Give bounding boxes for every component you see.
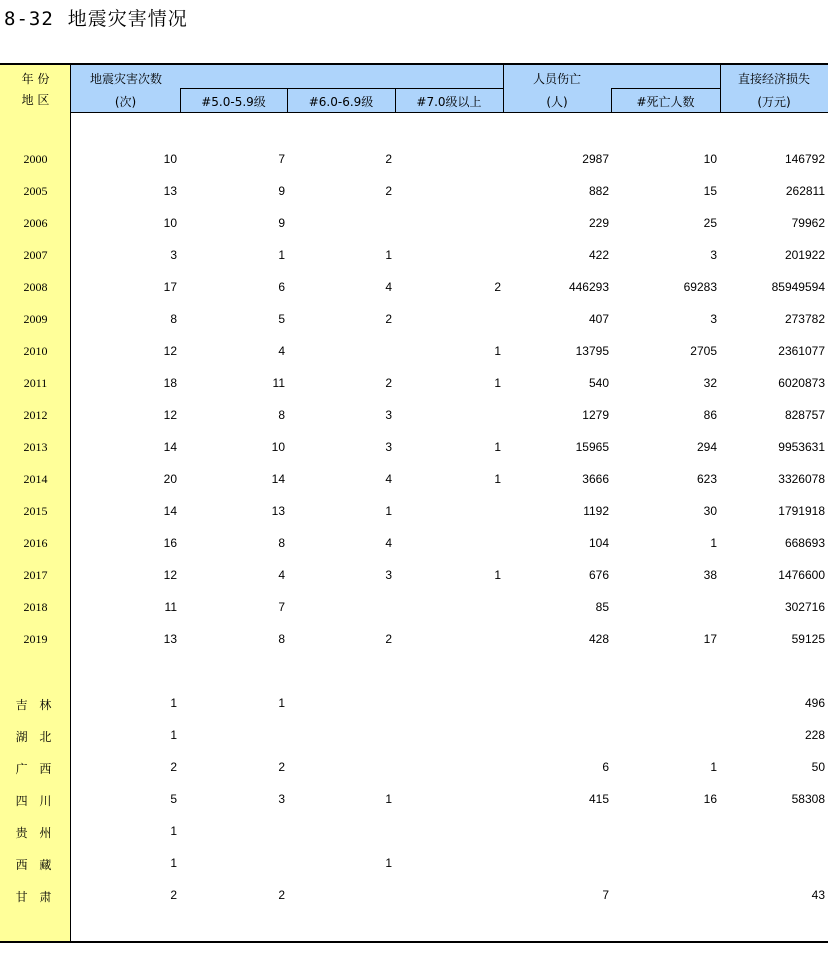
header-region: 地 区 <box>21 93 50 107</box>
cell-dead: 17 <box>703 632 717 646</box>
header-casualties: 人员伤亡 <box>532 72 581 86</box>
cell-dead: 69283 <box>683 280 717 294</box>
cell-dead: 16 <box>703 792 717 806</box>
year-row <box>0 632 828 652</box>
cell-total: 11 <box>164 600 177 614</box>
cell-loss: 9953631 <box>778 440 825 454</box>
cell-loss: 228 <box>804 728 825 742</box>
table-title <box>4 4 188 31</box>
cell-loss: 59125 <box>791 632 825 646</box>
cell-dead: 15 <box>703 184 717 198</box>
cell-m6: 4 <box>385 472 392 486</box>
cell-m6: 3 <box>385 568 392 582</box>
cell-cas: 6 <box>602 760 609 774</box>
cell-loss: 496 <box>804 696 825 710</box>
cell-m5: 4 <box>278 568 285 582</box>
row-label: 2012 <box>23 408 48 422</box>
cell-cas: 407 <box>588 312 609 326</box>
cell-cas: 85 <box>595 600 609 614</box>
cell-total: 16 <box>163 536 177 550</box>
row-label: 2018 <box>23 600 48 614</box>
cell-m5: 4 <box>278 344 285 358</box>
row-label: 2005 <box>23 184 48 198</box>
header-m6: #6.0-6.9级 <box>308 95 374 109</box>
cell-total: 14 <box>163 440 177 454</box>
cell-loss: 262811 <box>785 184 825 198</box>
cell-cas: 1279 <box>582 408 609 422</box>
cell-m5: 11 <box>272 376 285 390</box>
header-m7: #7.0级以上 <box>416 95 482 109</box>
header-quakes-unit: (次) <box>114 95 137 109</box>
cell-loss: 273782 <box>784 312 825 326</box>
cell-total: 5 <box>170 792 177 806</box>
cell-m5: 9 <box>278 184 285 198</box>
row-label: 广 西 <box>15 762 56 776</box>
table-title-text: 地震灾害情况 <box>67 8 188 30</box>
cell-loss: 6020873 <box>778 376 825 390</box>
cell-m5: 6 <box>278 280 285 294</box>
cell-cas: 1192 <box>583 504 609 518</box>
cell-m5: 2 <box>278 760 285 774</box>
row-label: 2017 <box>23 568 48 582</box>
cell-cas: 415 <box>588 792 609 806</box>
cell-loss: 668693 <box>784 536 825 550</box>
bottom-rule <box>0 941 828 943</box>
cell-dead: 25 <box>703 216 717 230</box>
cell-total: 3 <box>170 248 177 262</box>
cell-m7: 1 <box>494 568 501 582</box>
cell-dead: 32 <box>703 376 717 390</box>
cell-total: 13 <box>163 632 177 646</box>
cell-dead: 1 <box>710 536 717 550</box>
year-row <box>0 376 828 396</box>
cell-total: 12 <box>163 408 177 422</box>
cell-m5: 3 <box>278 792 285 806</box>
cell-dead: 3 <box>710 312 717 326</box>
row-label: 2007 <box>23 248 48 262</box>
cell-m6: 4 <box>385 280 392 294</box>
cell-loss: 79962 <box>791 216 825 230</box>
header-quakes: 地震灾害次数 <box>89 72 162 86</box>
cell-total: 1 <box>170 728 177 742</box>
cell-m6: 3 <box>385 440 392 454</box>
cell-m6: 2 <box>385 184 392 198</box>
cell-m5: 10 <box>271 440 285 454</box>
cell-dead: 86 <box>703 408 717 422</box>
cell-m6: 1 <box>385 856 392 870</box>
region-row <box>0 824 828 844</box>
region-row <box>0 856 828 876</box>
cell-m5: 13 <box>271 504 285 518</box>
cell-loss: 146792 <box>784 152 825 166</box>
row-label: 甘 肃 <box>15 890 56 904</box>
cell-m5: 2 <box>278 888 285 902</box>
cell-m5: 9 <box>278 216 285 230</box>
cell-m5: 8 <box>278 408 285 422</box>
cell-total: 10 <box>163 152 177 166</box>
year-row <box>0 568 828 588</box>
cell-m5: 8 <box>278 536 285 550</box>
cell-loss: 1476600 <box>778 568 825 582</box>
cell-m6: 3 <box>385 408 392 422</box>
cell-m6: 2 <box>385 376 392 390</box>
cell-total: 20 <box>163 472 177 486</box>
header-casualties-unit: (人) <box>546 95 568 109</box>
cell-m6: 2 <box>385 312 392 326</box>
year-row <box>0 472 828 492</box>
region-row <box>0 728 828 748</box>
year-row <box>0 600 828 620</box>
cell-loss: 201922 <box>784 248 825 262</box>
header-loss-unit: (万元) <box>757 95 791 109</box>
cell-loss: 2361077 <box>778 344 825 358</box>
cell-cas: 882 <box>588 184 609 198</box>
cell-total: 12 <box>163 568 177 582</box>
header-bottom-rule <box>71 112 828 113</box>
cell-cas: 422 <box>588 248 609 262</box>
cell-total: 8 <box>170 312 177 326</box>
header-m5: #5.0-5.9级 <box>201 95 266 109</box>
row-label: 2000 <box>23 152 48 166</box>
cell-dead: 30 <box>703 504 717 518</box>
cell-m5: 5 <box>278 312 285 326</box>
cell-m5: 7 <box>278 600 285 614</box>
row-label: 2014 <box>23 472 48 486</box>
cell-dead: 3 <box>710 248 717 262</box>
cell-cas: 446293 <box>568 280 609 294</box>
cell-m7: 1 <box>494 344 501 358</box>
row-label: 2008 <box>23 280 48 294</box>
cell-cas: 2987 <box>582 152 609 166</box>
year-row <box>0 536 828 556</box>
cell-m6: 4 <box>385 536 392 550</box>
cell-m5: 8 <box>278 632 285 646</box>
cell-cas: 104 <box>588 536 609 550</box>
cell-total: 17 <box>163 280 177 294</box>
year-row <box>0 184 828 204</box>
header-loss: 直接经济损失 <box>737 72 810 86</box>
header-deaths: #死亡人数 <box>636 95 695 109</box>
cell-total: 1 <box>170 824 177 838</box>
cell-cas: 13795 <box>575 344 609 358</box>
cell-loss: 43 <box>811 888 825 902</box>
row-label: 西 藏 <box>15 858 56 872</box>
cell-loss: 58308 <box>791 792 825 806</box>
header-divider-quakes <box>180 88 503 89</box>
year-row <box>0 504 828 524</box>
cell-cas: 15965 <box>575 440 609 454</box>
row-label: 湖 北 <box>15 730 56 744</box>
cell-dead: 1 <box>710 760 717 774</box>
cell-dead: 2705 <box>690 344 717 358</box>
cell-loss: 85949594 <box>771 280 825 294</box>
cell-total: 2 <box>170 760 177 774</box>
header-year: 年 份 <box>21 72 50 86</box>
row-label: 2015 <box>23 504 48 518</box>
cell-m6: 2 <box>385 152 392 166</box>
cell-dead: 623 <box>696 472 717 486</box>
region-row <box>0 792 828 812</box>
year-row <box>0 344 828 364</box>
cell-total: 1 <box>170 856 177 870</box>
cell-total: 2 <box>170 888 177 902</box>
year-row <box>0 152 828 172</box>
region-row <box>0 696 828 716</box>
cell-m7: 1 <box>494 472 501 486</box>
cell-m7: 1 <box>494 440 501 454</box>
cell-total: 12 <box>163 344 177 358</box>
row-label: 贵 州 <box>15 826 56 840</box>
year-row <box>0 440 828 460</box>
cell-m7: 2 <box>494 280 501 294</box>
cell-m7: 1 <box>494 376 501 390</box>
cell-cas: 540 <box>588 376 609 390</box>
cell-cas: 676 <box>588 568 609 582</box>
cell-cas: 7 <box>602 888 609 902</box>
cell-loss: 3326078 <box>778 472 825 486</box>
cell-cas: 229 <box>588 216 609 230</box>
cell-total: 1 <box>170 696 177 710</box>
cell-cas: 428 <box>588 632 609 646</box>
cell-total: 10 <box>163 216 177 230</box>
cell-loss: 828757 <box>784 408 825 422</box>
region-row <box>0 760 828 780</box>
year-row <box>0 248 828 268</box>
cell-m5: 1 <box>278 248 285 262</box>
year-row <box>0 216 828 236</box>
cell-m6: 1 <box>385 248 392 262</box>
row-label: 吉 林 <box>15 698 56 712</box>
row-label: 四 川 <box>15 794 56 808</box>
row-label: 2010 <box>23 344 48 358</box>
cell-total: 18 <box>163 376 177 390</box>
cell-cas: 3666 <box>582 472 609 486</box>
cell-dead: 38 <box>703 568 717 582</box>
region-row <box>0 888 828 908</box>
row-label: 2016 <box>23 536 48 550</box>
cell-m5: 14 <box>271 472 285 486</box>
row-label: 2009 <box>23 312 48 326</box>
year-row <box>0 280 828 300</box>
cell-loss: 302716 <box>784 600 825 614</box>
cell-total: 13 <box>163 184 177 198</box>
cell-m6: 1 <box>385 792 392 806</box>
cell-m5: 1 <box>278 696 285 710</box>
year-row <box>0 312 828 332</box>
row-label: 2013 <box>23 440 48 454</box>
cell-dead: 10 <box>703 152 717 166</box>
cell-loss: 50 <box>811 760 825 774</box>
cell-loss: 1791918 <box>778 504 825 518</box>
cell-m6: 1 <box>385 504 392 518</box>
cell-total: 14 <box>163 504 177 518</box>
table-number: 8-32 <box>4 8 54 30</box>
header-divider-casualties <box>611 88 720 89</box>
cell-dead: 294 <box>696 440 717 454</box>
row-label: 2006 <box>23 216 48 230</box>
row-label: 2019 <box>23 632 48 646</box>
cell-m6: 2 <box>385 632 392 646</box>
cell-m5: 7 <box>278 152 285 166</box>
year-row <box>0 408 828 428</box>
row-label: 2011 <box>23 376 48 390</box>
